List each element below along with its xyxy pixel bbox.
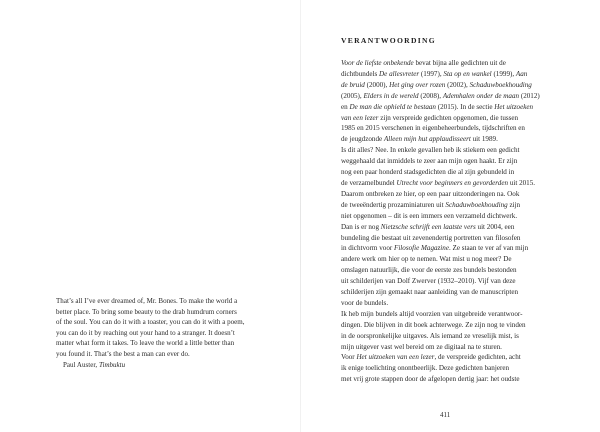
italic-title: Het uitzoeken van een lezer — [356, 353, 435, 362]
italic-title: Aan — [515, 69, 528, 78]
text-run: de tweeëndertig prozaminiaturen uit — [341, 200, 446, 209]
text-run: Dan is er nog — [341, 222, 381, 231]
quote-line: of the soul. You can do it with a toaster, you can do it with a poem, — [56, 318, 245, 327]
body-paragraph — [341, 145, 563, 309]
body-paragraph — [341, 58, 563, 145]
italic-title: Het ging over rozen — [389, 80, 446, 89]
quote-line: matter what form it takes. To leave the world a little better than — [56, 339, 235, 348]
text-run: Daarom ontbreken ze hier, op een paar uitzonderingen na. Ook — [341, 189, 520, 198]
text-run: en — [341, 102, 350, 111]
text-run: (2015). In de sectie — [435, 102, 495, 111]
italic-title: Elders in de wereld — [363, 91, 419, 100]
text-run: weggehaald dat inmiddels te zeer aan mijn ogen haakt. Er zijn — [341, 157, 518, 166]
book-gutter — [300, 0, 301, 432]
text-run: in de oorspronkelijke uitgaves. Als iemand ze vreselijk mist, is — [341, 331, 519, 340]
text-run: (1999), — [491, 69, 516, 78]
italic-title: Filosofie Magazine — [394, 244, 449, 253]
quote-line: That’s all I’ve ever dreamed of, Mr. Bones. To make the world a — [56, 297, 238, 305]
text-run: bundeling die bestaat uit zevenendertig portretten van filosofen — [341, 233, 521, 242]
text-run: (2012) — [519, 91, 540, 100]
right-page — [341, 36, 563, 385]
text-run: schilderijen zijn gemaakt naar aanleiding van de manuscripten — [341, 288, 519, 297]
text-run: uit schilderijen van Dolf Zwerver (1932–2010). Vijf van deze — [341, 277, 516, 286]
text-run: zijn — [507, 200, 521, 209]
text-run: Ik heb mijn bundels altijd voorzien van uitgebreide verantwoor- — [341, 309, 523, 318]
italic-title: Voor de liefste onbekende — [341, 59, 414, 67]
italic-title: De allesvreter — [379, 69, 420, 78]
epigraph — [56, 296, 284, 370]
text-run: 1985 en 2015 verschenen in eigenbeheerbundels, tijdschriften en — [341, 124, 525, 133]
italic-title: Het uitzoeken — [494, 102, 534, 111]
italic-title: Ademhalen onder de maan — [442, 91, 520, 100]
body-text — [341, 58, 563, 385]
attribution-title: Timbuktu — [98, 360, 126, 369]
text-run: dichtbundels — [341, 69, 380, 78]
text-run: (2000), — [364, 80, 390, 89]
text-run: dingen. Die blijven in dit boek achterwege. Ze zijn nog te vinden — [341, 320, 526, 329]
text-run: met vrij grote stappen door de afgelopen dertig jaar: het oudste — [341, 375, 520, 384]
text-run: uit 1989. — [470, 135, 498, 144]
text-run: nog een paar honderd stadsgedichten die al zijn gebundeld in — [341, 168, 515, 177]
italic-title: Nietzsche schrijft een laatste vers — [380, 222, 476, 231]
text-run: Is dit alles? Nee. In enkele gevallen heb ik stiekem een gedicht — [341, 146, 520, 155]
text-run: (2002), — [445, 80, 470, 89]
body-paragraph — [341, 352, 563, 385]
text-run: zijn verspreide gedichten opgenomen, die tussen — [378, 113, 519, 122]
text-run: uit 2004, een — [475, 222, 515, 231]
italic-title: Sta op en wankel — [443, 69, 492, 78]
italic-title: Alleen mijn hut applaudisseert — [383, 135, 471, 144]
text-run: (1997), — [419, 69, 444, 78]
text-run: (2005), — [341, 91, 364, 100]
text-run: de verzamelbundel — [341, 178, 397, 187]
text-run: uit 2015. — [508, 178, 536, 187]
text-run: (2008), — [418, 91, 443, 100]
italic-title: de bruid — [341, 80, 365, 89]
text-run: ik enige toelichting onontbeerlijk. Deze gedichten banjeren — [341, 364, 510, 373]
text-run: Voor — [341, 353, 357, 362]
italic-title: van een lezer — [341, 113, 379, 122]
quote-line: better place. To bring some beauty to the drab humdrum corners — [56, 307, 237, 316]
text-run: . Ze staan te ver af van mijn — [448, 244, 529, 253]
quote-line: you found it. That’s the best a man can ever do. — [56, 349, 190, 358]
text-run: in dichtvorm voor — [341, 244, 394, 253]
text-run: omslagen natuurlijk, die voor de eerste zes bundels bestonden — [341, 266, 517, 275]
text-run: bevat bijna alle gedichten uit de — [413, 59, 506, 67]
italic-title: De man die ophield te bestaan — [349, 102, 436, 111]
page-title: VERANTWOORDING — [341, 36, 436, 45]
page-number: 411 — [440, 411, 451, 419]
italic-title: Utrecht voor beginners en gevorderden — [396, 178, 509, 187]
text-run: , de verspreide gedichten, acht — [434, 353, 521, 362]
epigraph-attribution — [56, 360, 284, 371]
italic-title: Schaduwboekhouding — [469, 80, 532, 89]
epigraph-quote — [56, 296, 284, 360]
attribution-author: Paul Auster, — [63, 360, 99, 369]
text-run: voor de bundels. — [341, 298, 389, 307]
body-paragraph — [341, 309, 563, 353]
text-run: niet opgenomen – dit is een immers een verzameld dichtwerk. — [341, 211, 518, 220]
text-run: de jeugdzonde — [341, 135, 384, 144]
quote-line: you can do it by reaching out your hand to a stranger. It doesn’t — [56, 328, 235, 337]
italic-title: Schaduwboekhouding — [445, 200, 508, 209]
text-run: mijn uitgever vast wel bereid om ze digitaal na te sturen. — [341, 342, 502, 351]
text-run: andere werk om hier op te nemen. Wat mist u nog meer? De — [341, 255, 512, 264]
